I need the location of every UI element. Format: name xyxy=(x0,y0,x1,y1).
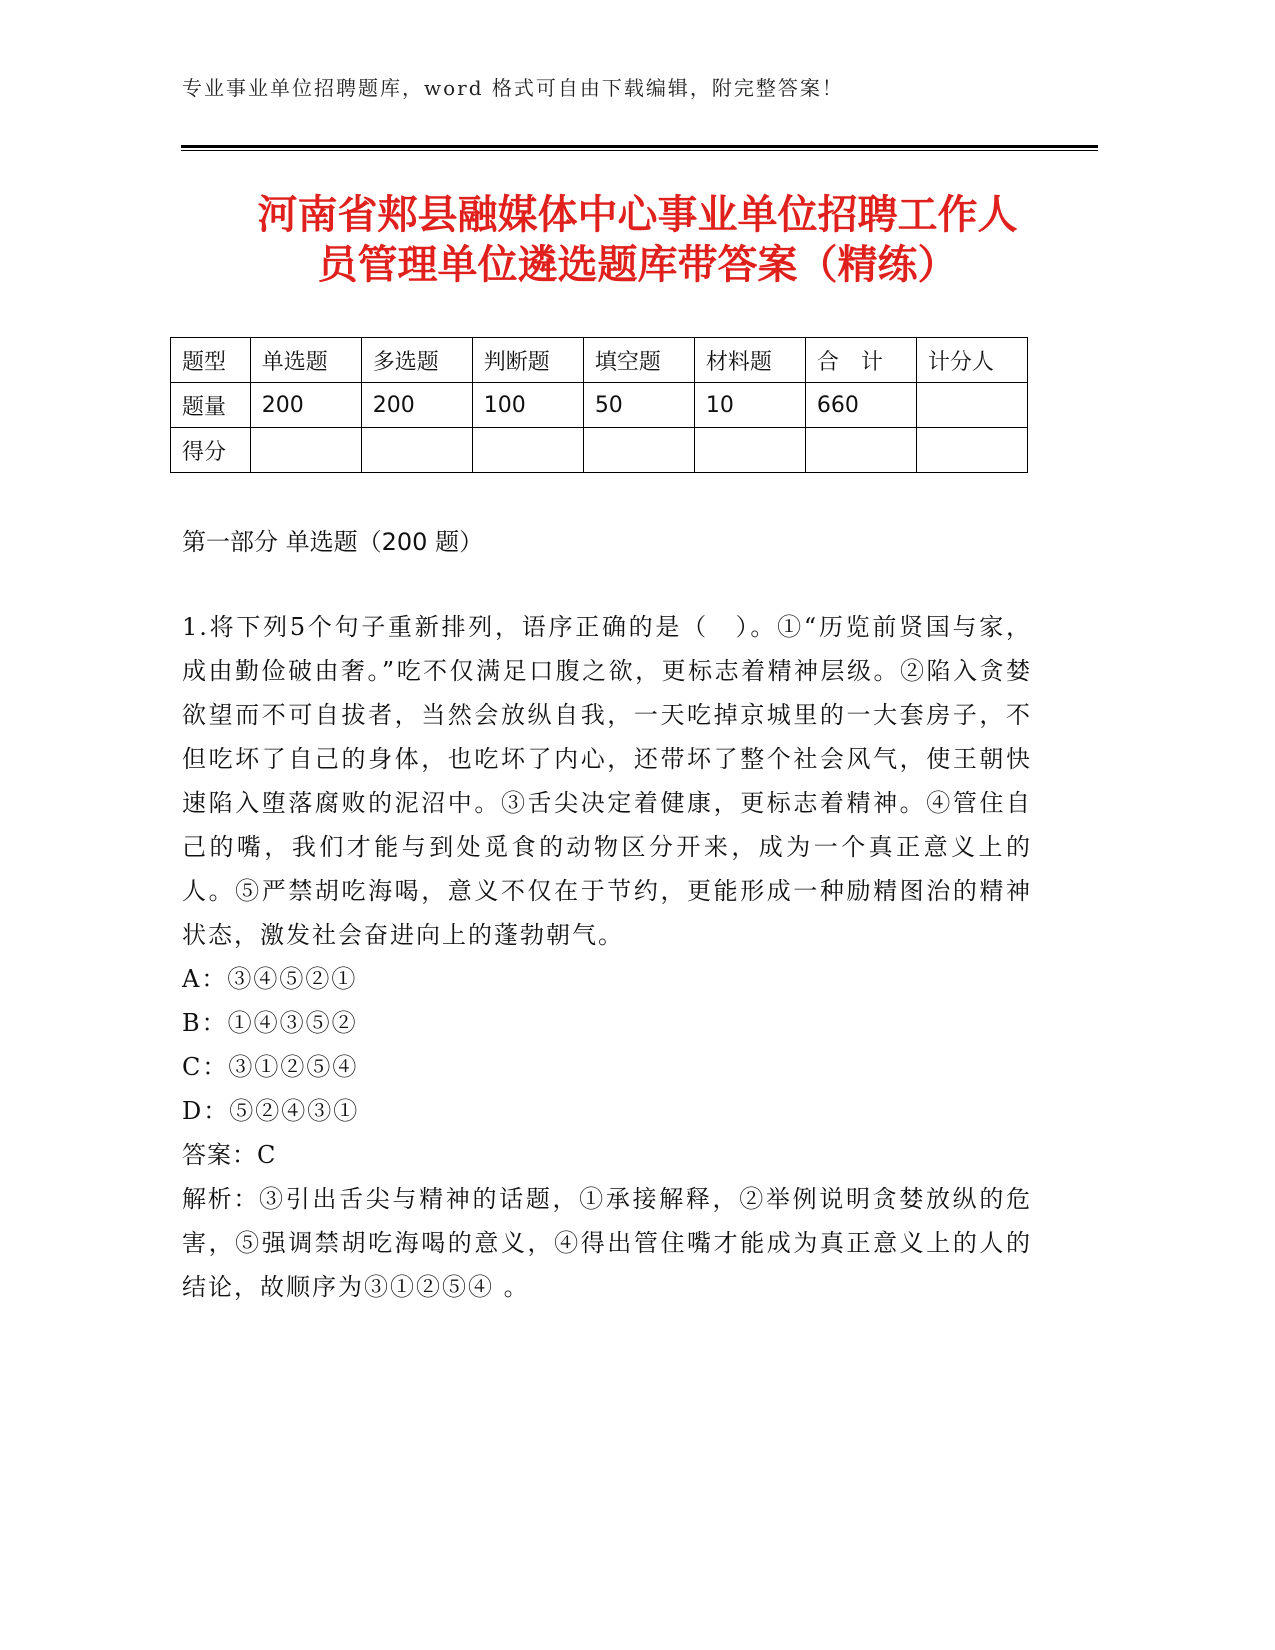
table-cell: 得分 xyxy=(171,428,251,473)
table-cell: 题量 xyxy=(171,383,251,428)
document-title xyxy=(160,190,1115,290)
table-cell: 合 计 xyxy=(805,338,916,383)
document-title-line-2: 员管理单位遴选题库带答案（精练） xyxy=(317,242,958,288)
table-cell xyxy=(805,428,916,473)
table-cell: 660 xyxy=(805,383,916,428)
analysis-label: 解析： xyxy=(182,1185,260,1213)
question-block xyxy=(182,605,1032,1309)
table-cell: 100 xyxy=(472,383,583,428)
header-divider-thin xyxy=(181,150,1098,151)
table-cell: 10 xyxy=(694,383,805,428)
table-cell: 单选题 xyxy=(250,338,361,383)
analysis-text: ③引出舌尖与精神的话题，①承接解释，②举例说明贪婪放纵的危害，⑤强调禁胡吃海喝的意义，④得出管住嘴才能成为真正意义上的人的结论，故顺序为③①②⑤④ 。 xyxy=(182,1185,1033,1301)
table-row xyxy=(171,383,1028,428)
table-cell: 判断题 xyxy=(472,338,583,383)
section-heading: 第一部分 单选题（200 题） xyxy=(182,528,484,556)
table-cell: 多选题 xyxy=(361,338,472,383)
table-cell xyxy=(694,428,805,473)
table-cell: 题型 xyxy=(171,338,251,383)
header-divider xyxy=(181,145,1098,148)
page-header: 专业事业单位招聘题库，word 格式可自由下载编辑，附完整答案！ xyxy=(182,76,844,100)
table-cell xyxy=(361,428,472,473)
option-d: D：⑤②④③① xyxy=(182,1097,360,1125)
table-cell xyxy=(583,428,694,473)
analysis-line xyxy=(182,1177,1032,1309)
table-cell: 200 xyxy=(250,383,361,428)
table-cell xyxy=(472,428,583,473)
table-cell: 200 xyxy=(361,383,472,428)
table-cell: 材料题 xyxy=(694,338,805,383)
option-a: A：③④⑤②① xyxy=(182,965,358,993)
answer-line xyxy=(182,1133,1032,1177)
answer-label: 答案： xyxy=(182,1141,257,1169)
score-table xyxy=(170,337,1028,473)
document-title-line-1: 河南省郏县融媒体中心事业单位招聘工作人 xyxy=(257,192,1018,238)
table-cell: 计分人 xyxy=(916,338,1027,383)
table-cell: 50 xyxy=(583,383,694,428)
table-row xyxy=(171,428,1028,473)
option-c: C：③①②⑤④ xyxy=(182,1053,359,1081)
table-cell xyxy=(250,428,361,473)
table-cell xyxy=(916,383,1027,428)
question-stem: 1.将下列5个句子重新排列，语序正确的是（ ）。①“历览前贤国与家，成由勤俭破由奢。”吃不仅满足口腹之欲，更标志着精神层级。②陷入贪婪欲望而不可自拔者，当然会放纵自我，一天吃掉京城里的一大套房子，不但吃坏了自己的身体，也吃坏了内心，还带坏了整个社会风气，使王朝快速陷入堕落腐败的泥沼中。③舌尖决定着健康，更标志着精神。④管住自己的嘴，我们才能与到处觅食的动物区分开来，成为一个真正意义上的人。⑤严禁胡吃海喝，意义不仅在于节约，更能形成一种励精图治的精神状态，激发社会奋进向上的蓬勃朝气。 xyxy=(182,613,1032,949)
answer-value: C xyxy=(257,1141,278,1169)
table-cell xyxy=(916,428,1027,473)
option-b: B：①④③⑤② xyxy=(182,1009,358,1037)
table-row xyxy=(171,338,1028,383)
table-cell: 填空题 xyxy=(583,338,694,383)
